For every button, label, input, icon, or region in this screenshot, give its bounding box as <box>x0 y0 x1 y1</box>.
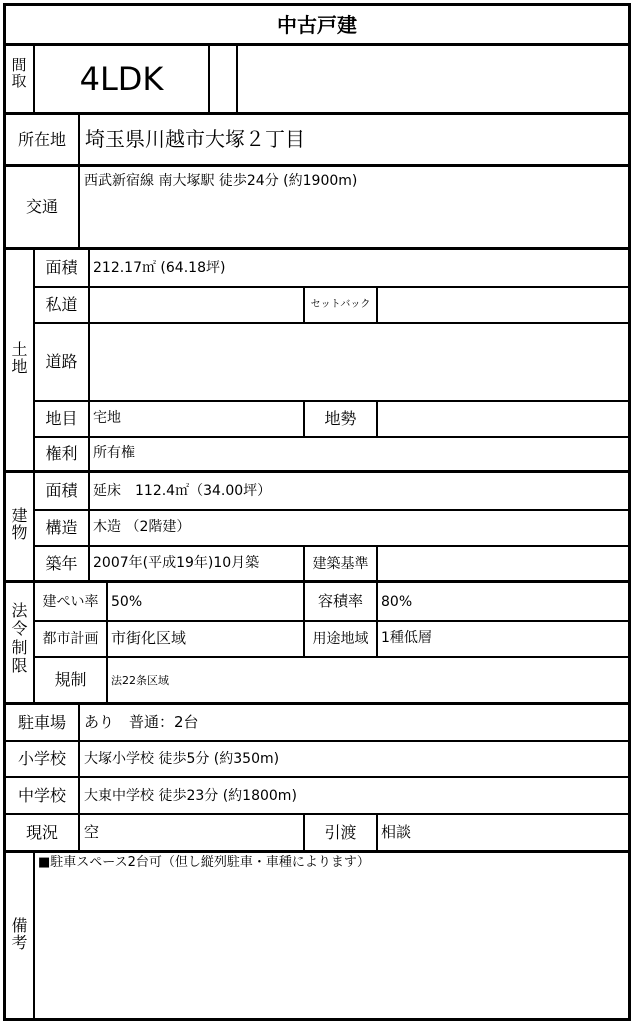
legal-section-label: 法 令 制 限 <box>11 601 28 676</box>
divider <box>3 850 631 853</box>
divider <box>376 813 378 851</box>
divider <box>78 112 80 166</box>
divider <box>34 322 631 324</box>
parking-label: 駐車場 <box>17 712 66 732</box>
location-label: 所在地 <box>17 129 66 149</box>
madori-value: 4LDK <box>79 60 164 98</box>
status-value: 空 <box>84 823 100 841</box>
divider <box>236 43 238 113</box>
building-section-label: 建 物 <box>11 506 28 542</box>
divider <box>376 400 378 438</box>
building-area-value: 延床 112.4㎡（34.00坪） <box>93 483 272 499</box>
structure-label: 構造 <box>45 518 78 537</box>
remarks-label: 備 考 <box>11 916 28 952</box>
land-area-value: 212.17㎡ (64.18坪) <box>93 260 226 276</box>
location-value: 埼玉県川越市大塚２丁目 <box>85 127 305 151</box>
land-category-label: 地目 <box>45 409 78 428</box>
terrain-label: 地勢 <box>324 409 357 428</box>
building-standard-label: 建築基準 <box>312 555 369 572</box>
handover-label: 引渡 <box>324 822 357 842</box>
divider <box>3 247 631 250</box>
rights-value: 所有権 <box>93 445 135 461</box>
land-section-label: 土 地 <box>11 340 28 376</box>
divider <box>3 702 631 705</box>
divider <box>34 436 631 438</box>
land-category-value: 宅地 <box>93 410 121 426</box>
far-value: 80% <box>381 594 413 610</box>
divider <box>33 850 35 1021</box>
coverage-value: 50% <box>111 594 143 610</box>
structure-value: 木造 （2階建） <box>93 519 191 535</box>
divider <box>3 470 631 473</box>
access-label: 交通 <box>25 197 58 216</box>
regulation-label: 規制 <box>54 670 87 689</box>
regulation-value: 法22条区域 <box>111 674 169 687</box>
divider <box>78 164 80 248</box>
divider <box>106 656 108 704</box>
access-value: 西武新宿線 南大塚駅 徒歩24分 (約1900m) <box>84 173 358 189</box>
city-plan-label: 都市計画 <box>42 631 99 647</box>
divider <box>106 580 108 658</box>
parking-value: あり 普通：2台 <box>84 713 199 731</box>
zoning-value: 1種低層 <box>381 630 432 646</box>
building-area-label: 面積 <box>45 481 78 500</box>
road-label: 道路 <box>45 352 78 371</box>
elementary-value: 大塚小学校 徒歩5分 (約350m) <box>84 751 280 767</box>
page-title: 中古戸建 <box>277 12 357 37</box>
city-plan-value: 市街化区域 <box>111 629 187 647</box>
divider <box>3 776 631 778</box>
divider <box>78 702 80 852</box>
divider <box>3 740 631 742</box>
divider <box>376 286 378 324</box>
junior-high-label: 中学校 <box>17 785 66 805</box>
built-year-label: 築年 <box>45 553 78 573</box>
divider <box>376 545 378 583</box>
divider <box>3 164 631 167</box>
rights-label: 権利 <box>45 444 78 463</box>
handover-value: 相談 <box>381 823 412 841</box>
far-label: 容積率 <box>317 592 363 610</box>
private-road-label: 私道 <box>45 295 78 314</box>
setback-label: セットバック <box>310 299 371 310</box>
divider <box>88 247 90 583</box>
divider <box>34 509 631 511</box>
elementary-label: 小学校 <box>17 749 66 768</box>
remarks-value: ■駐車スペース2台可（但し縦列駐車・車種によります） <box>38 855 370 870</box>
junior-high-value: 大東中学校 徒歩23分 (約1800m) <box>84 788 297 804</box>
madori-label: 間 取 <box>11 56 27 90</box>
land-area-label: 面積 <box>45 258 78 277</box>
coverage-label: 建ぺい率 <box>42 593 99 610</box>
built-year-value: 2007年(平成19年)10月築 <box>93 555 260 571</box>
divider <box>3 112 631 115</box>
divider <box>376 580 378 658</box>
status-label: 現況 <box>25 822 58 842</box>
divider <box>208 43 210 113</box>
divider <box>34 656 631 658</box>
zoning-label: 用途地域 <box>312 631 369 647</box>
